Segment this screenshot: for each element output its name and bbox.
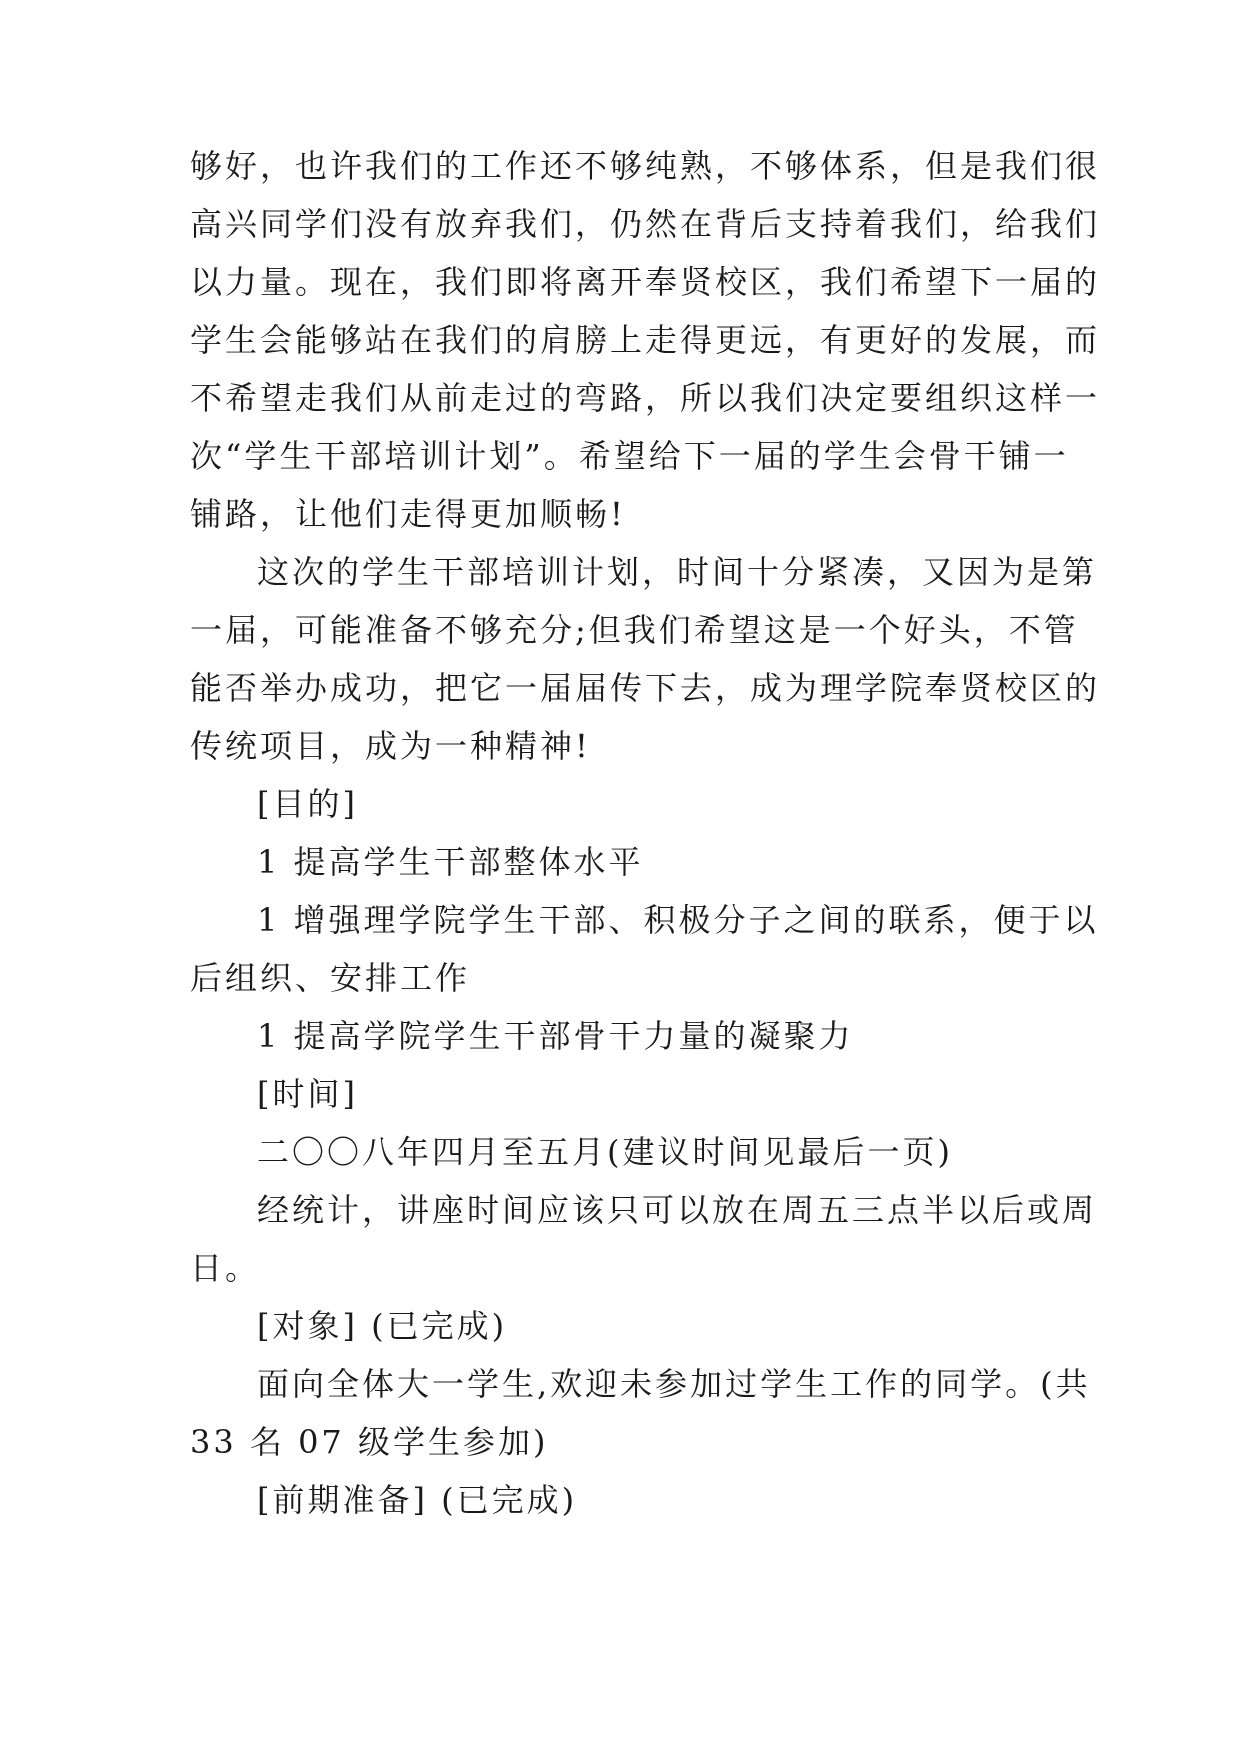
paragraph-line: 以力量。现在，我们即将离开奉贤校区，我们希望下一届的 [190,263,1101,301]
paragraph-line: 二〇〇八年四月至五月(建议时间见最后一页) [257,1133,953,1171]
list-item: 1 提高学生干部整体水平 [257,843,644,881]
paragraph-line: 面向全体大一学生,欢迎未参加过学生工作的同学。(共 [257,1365,1091,1403]
list-item-continuation: 后组织、安排工作 [190,959,471,997]
paragraph-line: 高兴同学们没有放弃我们，仍然在背后支持着我们，给我们 [190,205,1101,243]
section-heading-audience: [对象] (已完成) [257,1307,508,1345]
paragraph-line: 次“学生干部培训计划”。希望给下一届的学生会骨干铺一 [190,437,1069,475]
section-heading-preparation: [前期准备] (已完成) [257,1481,578,1519]
section-heading-time: [时间] [257,1075,358,1113]
paragraph-line: 日。 [190,1249,261,1287]
paragraph-line: 够好，也许我们的工作还不够纯熟，不够体系，但是我们很 [190,147,1101,185]
paragraph-line: 一届，可能准备不够充分;但我们希望这是一个好头，不管 [190,611,1079,649]
paragraph-line: 铺路，让他们走得更加顺畅! [190,495,626,533]
list-item: 1 增强理学院学生干部、积极分子之间的联系，便于以 [257,901,1099,939]
paragraph-line: 这次的学生干部培训计划，时间十分紧凑，又因为是第 [257,553,1098,591]
paragraph-line: 33 名 07 级学生参加) [190,1423,549,1461]
paragraph-line: 能否举办成功，把它一届届传下去，成为理学院奉贤校区的 [190,669,1101,707]
paragraph-line: 传统项目，成为一种精神! [190,727,591,765]
section-heading-purpose: [目的] [257,785,358,823]
paragraph-line: 经统计，讲座时间应该只可以放在周五三点半以后或周 [257,1191,1098,1229]
paragraph-line: 不希望走我们从前走过的弯路，所以我们决定要组织这样一 [190,379,1101,417]
paragraph-line: 学生会能够站在我们的肩膀上走得更远，有更好的发展，而 [190,321,1101,359]
list-item: 1 提高学院学生干部骨干力量的凝聚力 [257,1017,854,1055]
